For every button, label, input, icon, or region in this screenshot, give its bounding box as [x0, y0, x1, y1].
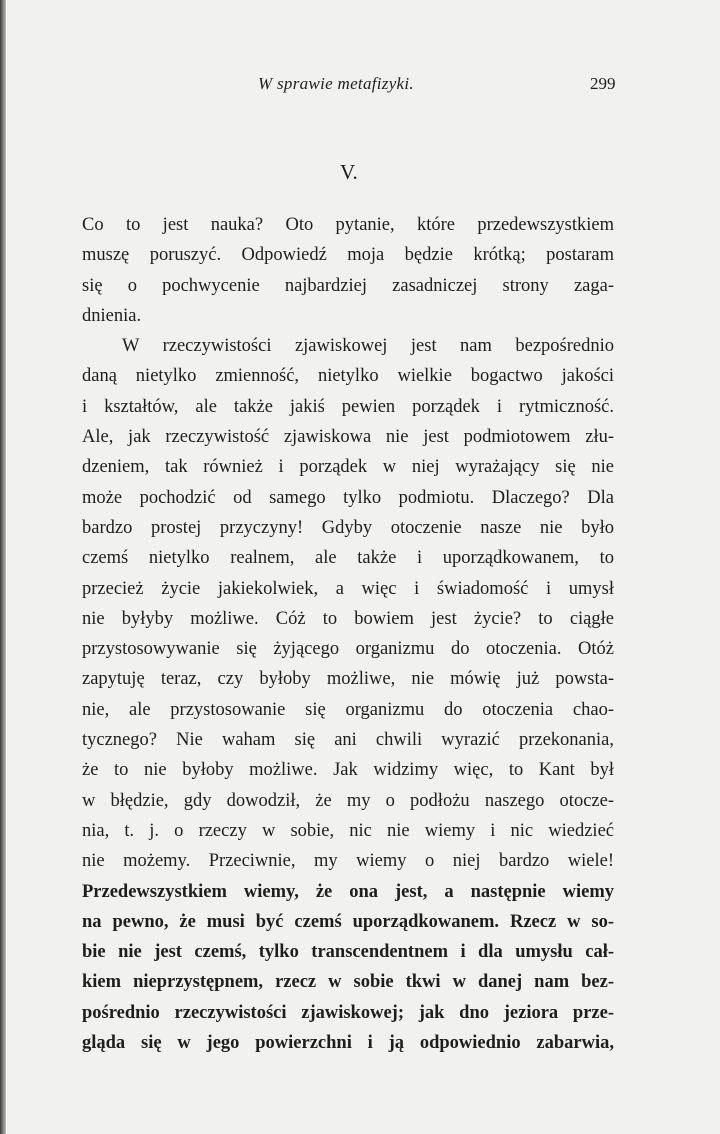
text-line: gląda się w jego powierzchni i ją odpowiednio zabarwia, — [82, 1033, 614, 1054]
text-line: przystosowywanie się żyjącego organizmu do otoczenia. Otóż — [82, 639, 614, 660]
text-line: czemś nietylko realnem, ale także i uporządkowanem, to — [82, 548, 614, 569]
text-line: kiem nieprzystępnem, rzecz w sobie tkwi w danej nam bez- — [82, 972, 614, 993]
text-line: może pochodzić od samego tylko podmiotu. Dlaczego? Dla — [82, 487, 614, 508]
text-line: tycznego? Nie waham się ani chwili wyrazić przekonania, — [82, 730, 614, 751]
text-line: dzeniem, tak również i porządek w niej wyrażający się nie — [82, 457, 614, 478]
text-line: nia, t. j. o rzeczy w sobie, nic nie wiemy i nic wiedzieć — [82, 820, 614, 841]
text-line: w błędzie, gdy dowodził, że my o podłożu naszego otocze- — [82, 790, 614, 811]
section-numeral: V. — [340, 160, 358, 184]
text-line: dnienia. — [82, 305, 142, 326]
running-title: W sprawie metafizyki. — [258, 74, 414, 93]
text-line: bardzo prostej przyczyny! Gdyby otoczenie nasze nie było — [82, 517, 614, 538]
text-line: nie, ale przystosowanie się organizmu do otoczenia chao- — [82, 699, 614, 720]
text-line: pośrednio rzeczywistości zjawiskowej; jak dno jeziora prze- — [82, 1002, 614, 1023]
text-line: że to nie byłoby możliwe. Jak widzimy więc, to Kant był — [82, 760, 614, 781]
page-number: 299 — [590, 74, 616, 93]
text-line: Ale, jak rzeczywistość zjawiskowa nie jest podmiotowem złu- — [82, 427, 614, 448]
text-line: muszę poruszyć. Odpowiedź moja będzie krótką; postaram — [82, 245, 614, 266]
body-text — [82, 210, 614, 1058]
text-line: daną nietylko zmienność, nietylko wielkie bogactwo jakości — [82, 366, 614, 387]
text-line: zapytuję teraz, czy byłoby możliwe, nie mówię już powsta- — [82, 669, 614, 690]
text-line: nie byłyby możliwe. Cóż to bowiem jest życie? to ciągłe — [82, 608, 614, 629]
text-line: nie możemy. Przeciwnie, my wiemy o niej bardzo wiele! — [82, 851, 614, 872]
text-line: się o pochwycenie najbardziej zasadniczej strony zaga- — [82, 275, 614, 296]
text-line: na pewno, że musi być czemś uporządkowanem. Rzecz w so- — [82, 911, 614, 932]
text-line: W rzeczywistości zjawiskowej jest nam bezpośrednio — [122, 336, 614, 357]
text-line: przecież życie jakiekolwiek, a więc i świadomość i umysł — [82, 578, 614, 599]
text-line: bie nie jest czemś, tylko transcendentnem i dla umysłu cał- — [82, 942, 614, 963]
text-line: Przedewszystkiem wiemy, że ona jest, a następnie wiemy — [82, 881, 614, 902]
text-line: Co to jest nauka? Oto pytanie, które przedewszystkiem — [82, 215, 614, 235]
text-line: i kształtów, ale także jakiś pewien porządek i rytmiczność. — [82, 396, 614, 417]
